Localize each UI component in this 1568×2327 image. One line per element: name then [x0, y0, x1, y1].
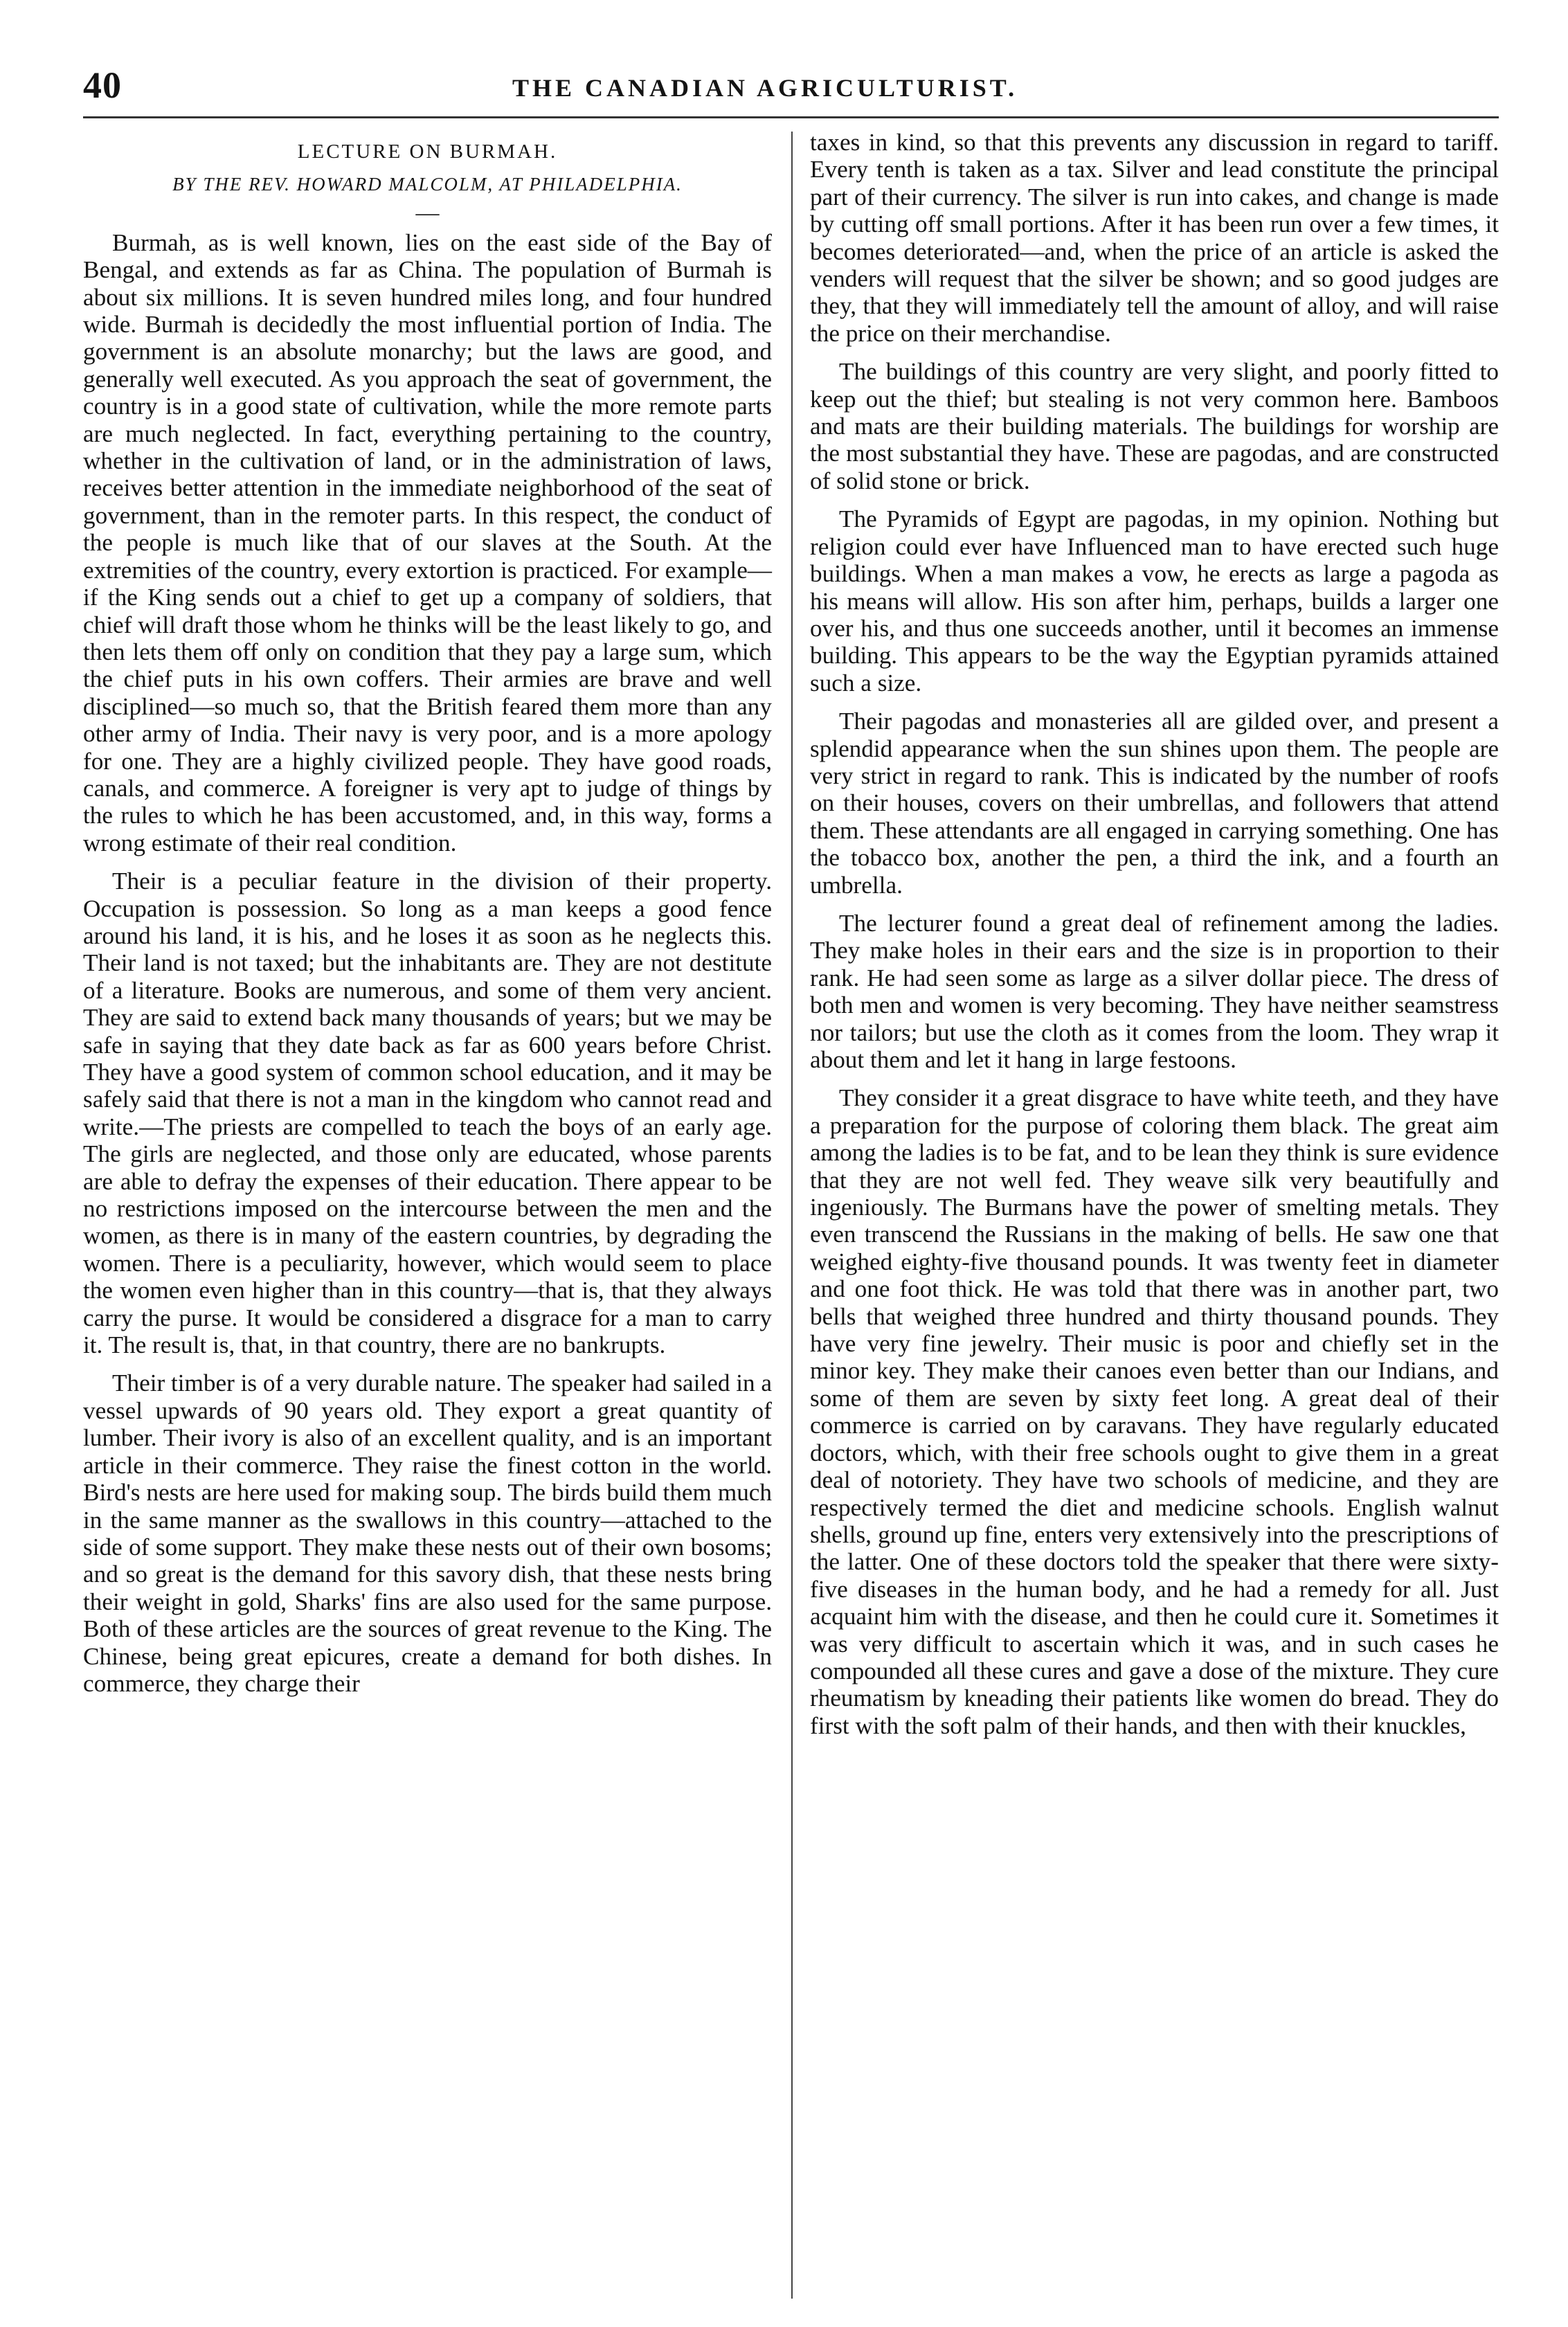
paragraph: Burmah, as is well known, lies on the east side of the Bay of Bengal, and extends as far as China. The population of Burmah is about six millions. It is seven hundred miles long, and four hundred wide. Burmah is decidedly the most influential portion of India. The government is an absolute monarchy; but the laws are good, and generally well executed. As you approach the seat of government, the country is in a good state of cultivation, while the more remote parts are much neglected. In fact, everything pertaining to the country, whether in the cultivation of land, or in the administration of laws, receives better attention in the immediate neighborhood of the seat of government, than in the remoter parts. In this respect, the conduct of the people is much like that of our slaves at the South. At the extremities of the country, every extortion is practiced. For example—if the King sends out a chief to get up a company of soldiers, that chief will draft those whom he thinks will be the least likely to go, and then lets them off only on condition that they pay a large sum, which the chief puts in his own coffers. Their armies are brave and well disciplined—so much so, that the British feared them more than any other army of India. Their navy is very poor, and is a more apology for one. They are a highly civilized people. They have good roads, canals, and commerce. A foreigner is very apt to judge of things by the rules to which he has been accustomed, and, in this way, forms a wrong estimate of their real condition. [83, 228, 772, 856]
paragraph: The Pyramids of Egypt are pagodas, in my opinion. Nothing but religion could ever have Influenced man to have erected such huge buildings. When a man makes a vow, he erects as large a pagoda as his means will allow. His son after him, perhaps, builds a larger one over his, and thus one succeeds another, until it becomes an immense building. This appears to be the way the Egyptian pyramids attained such a size. [810, 505, 1499, 697]
paragraph-continued: taxes in kind, so that this prevents any discussion in regard to tariff. Every tenth is taken as a tax. Silver and lead constitute the principal part of their currency. The silver is run into cakes, and change is made by cutting off small portions. After it has been run over a few times, it becomes deteriorated—and, when the price of an article is asked the venders will request that the silver be shown; and so good judges are they, that they will immediately tell the amount of alloy, and will raise the price on their merchandise. [810, 129, 1499, 347]
title-separator: — [415, 199, 440, 226]
paragraph: The lecturer found a great deal of refinement among the ladies. They make holes in their ears and the size is in proportion to their rank. He had seen some as large as a silver dollar piece. The dress of both men and women is very becoming. They have neither seamstress nor tailors; but use the cloth as it comes from the loom. They wrap it about them and let it hang in large festoons. [810, 909, 1499, 1073]
paragraph: They consider it a great disgrace to have white teeth, and they have a preparation for the purpose of coloring them black. The great aim among the ladies is to be fat, and to be lean they think is sure evidence that they are not well fed. They weave silk very beautifully and ingeniously. The Burmans have the power of smelting metals. They even transcend the Russians in the making of bells. He saw one that weighed eighty-five thousand pounds. It was twenty feet in diameter and one foot thick. He was told that there was in another part, two bells that weighed three hundred and thirty thousand pounds. They have very fine jewelry. Their music is poor and chiefly set in the minor key. They make their canoes even better than our Indians, and some of them are seven by sixty feet long. A great deal of their commerce is carried on by caravans. They have regularly educated doctors, which, with their free schools ought to give them in a great deal of notoriety. They have two schools of medicine, and they are respectively termed the diet and medicine schools. English walnut shells, ground up fine, enters very extensively into the prescriptions of the latter. One of these doctors told the speaker that there were sixty-five diseases in the human body, and he had a remedy for all. Just acquaint him with the disease, and then he could cure it. Sometimes it was very difficult to ascertain which it was, and in such cases he compounded all these cures and gave a dose of the mixture. They cure rheumatism by kneading their patients like women do bread. They do first with the soft palm of their hands, and then with their knuckles, [810, 1084, 1499, 1739]
left-column [83, 132, 772, 1708]
article-byline: BY THE REV. HOWARD MALCOLM, AT PHILADELPHIA. [172, 174, 683, 195]
paragraph: Their is a peculiar feature in the division of their property. Occupation is possession. So long as a man keeps a good fence around his land, it is his, and he loses it as soon as he neglects this. Their land is not taxed; but the inhabitants are. They are not destitute of a literature. Books are numerous, and some of them very ancient. They are said to extend back many thousands of years; but we may be safe in saying that they date back as far as 600 years before Christ. They have a good system of common school education, and it may be safely said that there is not a man in the kingdom who cannot read and write.—The priests are compelled to teach the boys of an early age. The girls are neglected, and those only are educated, whose parents are able to defray the expenses of their education. There appear to be no restrictions imposed on the intercourse between the men and the women, as there is in many of the eastern countries, by degrading the women. There is a peculiarity, however, which would seem to place the women even higher than in this country—that is, that they always carry the purse. It would be considered a disgrace for a man to carry it. The result is, that, in that country, there are no bankrupts. [83, 868, 772, 1359]
right-column [810, 129, 1499, 1750]
paragraph: Their timber is of a very durable nature. The speaker had sailed in a vessel upwards of 90 years old. They export a great quantity of lumber. Their ivory is also of an excellent quality, and is an important article in their commerce. They raise the finest cotton in the world. Bird's nests are here used for making soup. The birds build them much in the same manner as the swallows in this country—attached to the side of some support. They make these nests out of their own bosoms; and so great is the demand for this savory dish, that these nests bring their weight in gold, Sharks' fins are also used for the same purpose. Both of these articles are the sources of great revenue to the King. The Chinese, being great epicures, create a demand for both dishes. In commerce, they charge their [83, 1369, 772, 1697]
paragraph: Their pagodas and monasteries all are gilded over, and present a splendid appearance when the sun shines upon them. The people are very strict in regard to rank. This is indicated by the number of roofs on their houses, covers on their umbrellas, and followers that attend them. These attendants are all engaged in carrying something. One has the tobacco box, another the pen, a third the ink, and a fourth an umbrella. [810, 708, 1499, 899]
paragraph: The buildings of this country are very slight, and poorly fitted to keep out the thief; but stealing is not very common here. Bamboos and mats are their building materials. The buildings for worship are the most substantial they have. These are pagodas, and are constructed of solid stone or brick. [810, 358, 1499, 494]
journal-title: THE CANADIAN AGRICULTURIST. [512, 74, 1018, 102]
column-divider [791, 132, 793, 2299]
page-number: 40 [83, 64, 122, 106]
header-rule [83, 116, 1499, 118]
page-header [83, 64, 1499, 111]
article-title: LECTURE ON BURMAH. [297, 141, 558, 163]
